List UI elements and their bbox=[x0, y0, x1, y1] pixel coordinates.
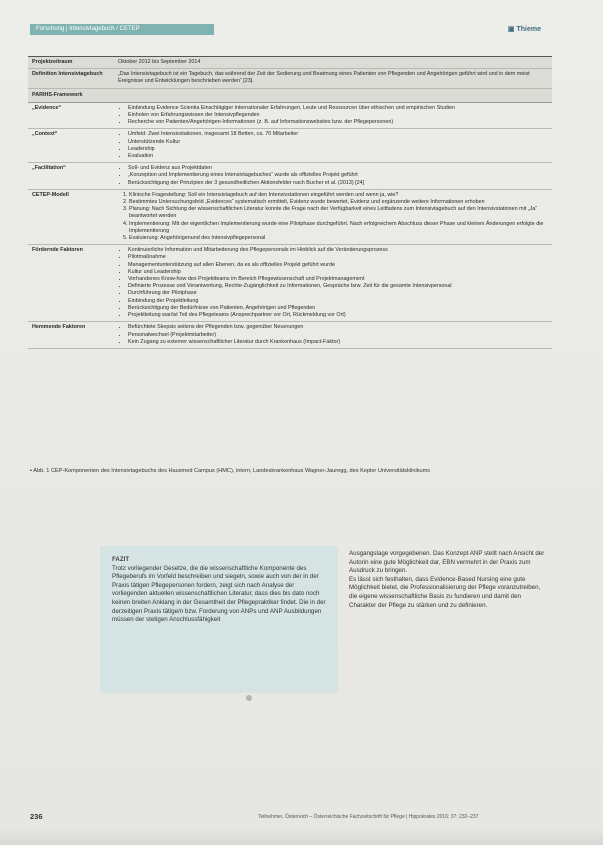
section-heading: PARIHS-Framework bbox=[28, 89, 552, 103]
bullet-list bbox=[118, 324, 548, 346]
row-value: Oktober 2012 bis September 2014 bbox=[118, 59, 201, 65]
fazit-text: Trotz vorliegender Gesetze, die die wissenschaftliche Komponente des Pflegeberufs im Vorfeld beschreiben und siegeln, sowie auch von der in der Praxis tätigen Pflegepersonen fordern, zeigt sich nach Analyse der vorliegenden aktuellen wissenschaftlichen Literatur, dass dies bis dato noch keinen breiten Anklang in der Gesamtheit der Pflegepraktiker findet. Die in der derzeitigen Praxis tätige/n bzw. Forderung von ANPs und ANP Ausbildungen müssen der stetigen Anschlussfähigkeit bbox=[112, 564, 326, 624]
bullet-list bbox=[118, 131, 548, 160]
list-item: • Kultur und Leadership bbox=[128, 269, 548, 276]
row-label: „Evidence“ bbox=[32, 104, 62, 111]
list-item: • Berücksichtigung der Prinzipien der 3 gesundheitlichen Aktionsfelder nach Bucher et al. (2013) [24] bbox=[128, 180, 548, 187]
paragraph: Ausgangslage vorgegebenen. Das Konzept ANP stellt nach Ansicht der Autorin eine gute Möglichkeit dar, EBN vermehrt in der Praxis zum Ausdruck zu bringen. bbox=[349, 550, 545, 575]
list-item: 5. Evaluierung: Angehörigenund des Intensivpflegepersonal bbox=[129, 235, 548, 242]
row-label: CETEP-Modell bbox=[32, 191, 69, 198]
row-value: „Das Intensivtagebuch ist ein Tagebuch, das während der Zeit der Sedierung und Beatmung eines Patienten von Pflegenden und Angehörigen geführt wird und in dem meist Ereignisse und Entwicklungen beschrieben werden“ [23]. bbox=[118, 71, 530, 85]
info-table bbox=[28, 56, 552, 349]
row-value bbox=[114, 103, 552, 129]
list-item: • Kontinuierliche Information und Mitarbeiterung des Pflegepersonals im Hinblick auf die Veränderungsprozess bbox=[128, 247, 548, 254]
row-label: „Context“ bbox=[32, 131, 58, 138]
framework-rows bbox=[28, 103, 552, 349]
list-item: • Berücksichtigung der Bedürfnisse von Patienten, Angehörigen und Pflegenden bbox=[128, 305, 548, 312]
fazit-content bbox=[112, 556, 327, 625]
row-label: Hemmende Faktoren bbox=[32, 324, 86, 331]
figure-caption: ▪ Abb. 1 CEP-Komponenten des Intensivtagebuchs des Hausmed Campus (HMC), intern, Landeskrankenhaus Wagner-Jauregg, des Kepler Universitätsklinikums bbox=[30, 468, 431, 474]
page-number: 236 bbox=[30, 812, 43, 821]
section-label-bar: Forschung | Intensivtagebuch / CETEP bbox=[30, 24, 214, 35]
table-row bbox=[28, 103, 552, 130]
list-item: • Projektleitung war/ist Teil des Pflegeteams (Ansprechpartner vor Ort, Rückmeldung vor Ort) bbox=[128, 312, 548, 319]
row-value bbox=[114, 129, 552, 162]
row-label: Fördernde Faktoren bbox=[32, 247, 83, 254]
row-value bbox=[114, 163, 552, 189]
scan-edge bbox=[0, 830, 603, 845]
list-item: • Definierte Prozesse und Verantwortung, Rechte-Zugänglichkeit zu Informationen, Gespräche bzw. Zeit für die gesamte Intensivpersonal bbox=[128, 283, 548, 290]
list-item: • Managementunterstützung auf allen Ebenen, da es als offizielles Projekt geführt wurde bbox=[128, 262, 548, 269]
list-item: • Durchführung der Pilotphase bbox=[128, 290, 548, 297]
list-item: 2. Bestimmtes Untersuchungsfeld „Evidences“ systematisch ermittelt, Evidenz wurde bewertet, Evidenz und ergänzende weitere Informationen erhoben bbox=[129, 199, 548, 206]
row-label: Definition Intensivtagebuch bbox=[32, 71, 103, 78]
list-item: 1. Klinische Fragestellung: Soll ein Intensivtagebuch auf den Intensivstationen eingeführt werden und wenn ja, wie? bbox=[129, 192, 548, 199]
list-item: • Einbindung Evidence Scientia Einschlägiger internationaler Erfahrungen, Leute und Ressourcen über ethischen und empirischen Studien bbox=[128, 105, 548, 112]
numbered-list bbox=[118, 192, 548, 242]
list-item: 4. Implementierung: Mit der eigentlichen Implementierung wurde eine Pilotphase durchgeführt. Nach erfolgreichem Abschluss dieser Phase und kleinen Änderungen erfolgte die Implementierung bbox=[129, 221, 548, 235]
list-item: • Unterstützende Kultur bbox=[128, 139, 548, 146]
decorative-dot bbox=[246, 695, 252, 701]
list-item: • Einholen von Erfahrungswissen der Intensivpflegenden bbox=[128, 112, 548, 119]
list-item: • Personalwechsel (Projektmitarbeiter) bbox=[128, 332, 548, 339]
row-value bbox=[114, 190, 552, 244]
brand-name: Thieme bbox=[516, 26, 541, 33]
bullet-list bbox=[118, 247, 548, 319]
list-item: • Vorhandenes Know-how des Projektteams im Bereich Pflegewissenschaft und Projektmanagement bbox=[128, 276, 548, 283]
table-row bbox=[28, 129, 552, 163]
brand-logo: ▣ Thieme bbox=[507, 26, 541, 33]
footer-citation: Teilnehmer, Österreich – Österreichische Fachzeitschrift für Pflege | Hippokrates 2016; 37: 232–237 bbox=[258, 814, 479, 820]
row-label: Projektzeitraum bbox=[32, 59, 73, 65]
right-column bbox=[349, 550, 549, 610]
list-item: • Soll- und Evidenz aus Projektdaten bbox=[128, 165, 548, 172]
paragraph: Es lässt sich festhalten, dass Evidence-Based Nursing eine gute Möglichkeit bietet, die Professionalisierung der Pflege voranzutreiben, die eigene wissenschaftliche Basis zu fundieren und damit den Charakter der Pflege zu stärken und zu definieren. bbox=[349, 575, 541, 609]
table-row bbox=[28, 322, 552, 349]
list-item: • Recherche von Patienten/Angehörigen-Informationen (z. B. auf Informationswebsites bzw. der Pflegepersonen) bbox=[128, 119, 548, 126]
list-item: • „Konzeption und Implementierung eines Intensivtagebuches“ wurde als offizielles Projekt geführt bbox=[128, 172, 548, 179]
list-item: • Kein Zugang zu externer wissenschaftlicher Literatur durch Krankenhaus (Impact-Faktor) bbox=[128, 339, 548, 346]
row-value bbox=[114, 322, 552, 348]
bullet-list bbox=[118, 165, 548, 187]
fazit-title: FAZIT bbox=[112, 556, 130, 563]
list-item: 3. Planung: Nach Sichtung der wissenschaftlichen Literatur konnte die Frage nach der Verfügbarkeit eines Leitfadens zum Intensivtagebuch auf den Intensivstationen mit „Ja“ beantwortet werden bbox=[129, 206, 548, 220]
table-row bbox=[28, 57, 552, 69]
table-row bbox=[28, 69, 552, 88]
bullet-list bbox=[118, 105, 548, 127]
list-item: • Pilotmaßnahme bbox=[128, 254, 548, 261]
list-item: • Umfeld: Zwei Intensivstationen, insgesamt 18 Betten, ca. 70 Mitarbeiter bbox=[128, 131, 548, 138]
list-item: • Evaluation bbox=[128, 153, 548, 160]
table-row bbox=[28, 190, 552, 245]
row-value bbox=[114, 245, 552, 321]
row-label: „Facilitation“ bbox=[32, 165, 66, 172]
list-item: • Einbindung der Projektleitung bbox=[128, 298, 548, 305]
list-item: • Leadership bbox=[128, 146, 548, 153]
table-row bbox=[28, 245, 552, 322]
list-item: • Befürchtete Skepsis seitens der Pflegenden bzw. gegenüber Neuerungen bbox=[128, 324, 548, 331]
table-row bbox=[28, 163, 552, 190]
